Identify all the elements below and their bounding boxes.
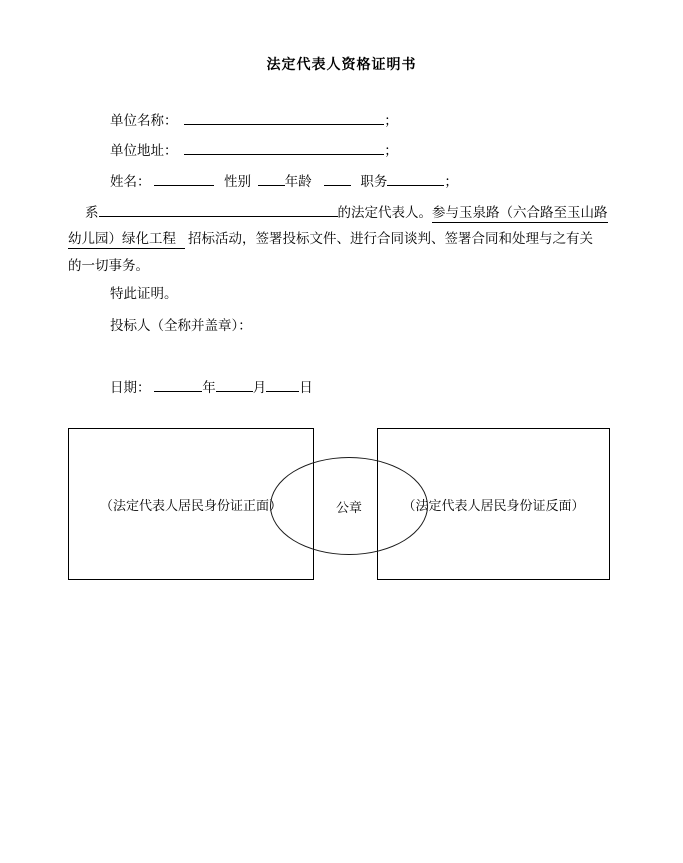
project-name-part1: 参与玉泉路（六合路至玉山路 (432, 205, 608, 223)
unit-address-label: 单位地址： (110, 143, 178, 158)
person-info-line (68, 171, 628, 191)
duty-blank-field[interactable] (387, 171, 444, 186)
bidder-line (68, 316, 628, 335)
project-activities-line (68, 229, 628, 248)
unit-address-line (68, 140, 628, 160)
date-year-blank-field[interactable] (154, 377, 202, 392)
representative-line (68, 202, 628, 222)
id-card-back-label: （法定代表人居民身份证反面） (402, 497, 585, 513)
date-line (68, 377, 628, 397)
date-day-label: 日 (299, 380, 313, 395)
bidder-label: 投标人（全称并盖章）： (110, 318, 252, 333)
paragraph-tail-line (68, 256, 628, 275)
date-month-blank-field[interactable] (216, 377, 253, 392)
date-label: 日期： (110, 380, 151, 395)
official-seal-label: 公章 (335, 499, 362, 515)
date-year-label: 年 (202, 380, 216, 395)
person-semicolon: ； (444, 174, 458, 189)
unit-address-blank-field[interactable] (184, 140, 384, 155)
unit-name-semicolon: ； (384, 113, 398, 128)
name-label: 姓名： (110, 174, 151, 189)
age-label: 年龄 (284, 174, 312, 189)
legal-rep-text: 的法定代表人。 (337, 205, 432, 220)
name-blank-field[interactable] (154, 171, 214, 186)
certify-text: 特此证明。 (110, 286, 178, 301)
project-name-part2: 幼儿园）绿化工程 (68, 231, 185, 249)
date-day-blank-field[interactable] (266, 377, 299, 392)
page-title: 法定代表人资格证明书 (266, 56, 417, 72)
date-month-label: 月 (252, 380, 267, 395)
duty-label: 职务 (360, 174, 388, 189)
certify-line (68, 284, 628, 303)
unit-name-line (68, 110, 628, 130)
gender-label: 性别 (224, 174, 252, 189)
age-blank-field[interactable] (324, 171, 351, 186)
official-seal-ellipse (270, 457, 428, 555)
activities-text: 招标活动，签署投标文件、进行合同谈判、签署合同和处理与之有关 (188, 231, 593, 246)
id-card-front-label: （法定代表人居民身份证正面） (99, 497, 282, 513)
unit-name-label: 单位名称： (110, 113, 178, 128)
xi-prefix: 系 (85, 205, 99, 220)
tail-text: 的一切事务。 (68, 258, 149, 273)
unit-name-blank-field[interactable] (184, 110, 384, 125)
company-blank-field[interactable] (99, 202, 338, 217)
unit-address-semicolon: ； (384, 143, 398, 158)
gender-blank-field[interactable] (258, 171, 285, 186)
